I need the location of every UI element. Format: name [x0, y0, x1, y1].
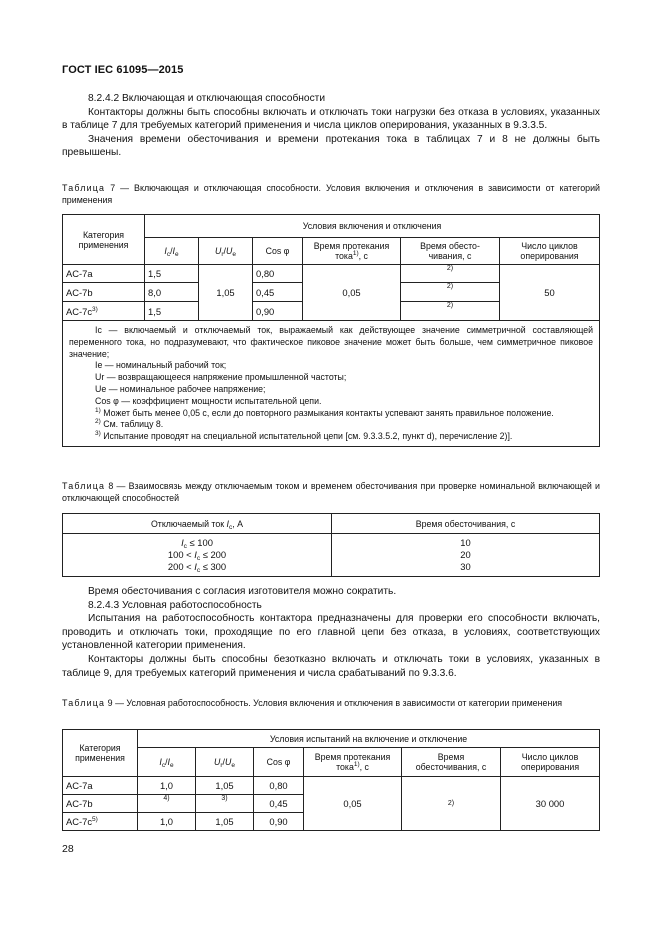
cell-ur-ue: 1,05: [196, 813, 254, 831]
current-value: $200 < I_c \le 300$: [167, 561, 227, 574]
cell-cos: 0,90: [253, 302, 303, 321]
footnote-3: $^{3)}$ Испытание проводят на специальной испытательной цепи [см. 9.3.3.5.2, пункт d), перечисление 2)].: [95, 430, 513, 442]
cell-ic-ie: 8,0: [145, 283, 199, 302]
paragraph: Значения времени обесточивания и времени протекания тока в таблицах 7 и 8 не должны быть превышены.: [62, 133, 600, 159]
col-time-flow: Время протекания тока$^{1)}$, с: [304, 748, 402, 777]
note-ic: Ic — включаемый и отключаемый ток, выражаемый как действующее значение симметричной составляющей переменного тока, но подразумевают, что фактическое пиковое значение может быть больше, чем симметричное пиковое значение;: [69, 325, 594, 359]
col-time-off: Время обесточивания, с: [402, 748, 501, 777]
cell-category: AC-7a: [63, 777, 138, 795]
section-8243: [62, 585, 600, 680]
table-row: [63, 265, 600, 283]
table8-caption: [62, 480, 600, 504]
cell-category: AC-7b: [63, 795, 138, 813]
col-category: Категория применения: [63, 730, 138, 777]
col-ic-ie: $I_c/I_e$: [138, 748, 196, 777]
col-category: Категория применения: [63, 215, 145, 265]
paragraph: Контакторы должны быть способны безотказно включать и отключать токи в условиях, указанных в таблице 9, для требуемых категорий применения и числа срабатываний по 9.3.3.6.: [62, 653, 600, 679]
time-value: 20: [460, 549, 471, 560]
cell-cycles: 30 000: [501, 777, 600, 831]
current-value: $I_c \le 100$: [181, 537, 213, 550]
table-notes-row: [63, 321, 600, 447]
cell-cos: 0,45: [254, 795, 304, 813]
caption-label: Таблица: [62, 698, 106, 708]
cell-ur-ue: 1,05: [196, 777, 254, 795]
footnote-2: $^{2)}$ См. таблицу 8.: [95, 418, 164, 430]
cell-time-flow: 0,05: [303, 265, 401, 321]
col-ur-ue: $U_r/U_e$: [199, 238, 253, 265]
caption-text: 8 — Взаимосвязь между отключаемым током и временем обесточивания при проверке номинальной включающей и отключающей способностей: [62, 481, 600, 503]
col-ic-ie: $I_c/I_e$: [145, 238, 199, 265]
col-time: Время обесточивания, с: [332, 514, 600, 534]
col-cos: Cos φ: [254, 748, 304, 777]
time-value: 10: [460, 537, 471, 548]
current-value: $100 < I_c \le 200$: [167, 549, 227, 562]
note-ue: Ue — номинальное рабочее напряжение;: [95, 383, 266, 394]
table-8: [62, 513, 600, 577]
cell-ic-ie: 1,5: [145, 302, 199, 321]
paragraph: Время обесточивания с согласия изготовителя можно сократить.: [88, 586, 397, 597]
note-ur: Ur — возвращающееся напряжение промышленной частоты;: [95, 372, 347, 383]
paragraph: Испытания на работоспособность контактора предназначены для проверки его способности включать, проводить и отключать токи, проходящие по его главной цепи без отказа, в условиях, соответствующих установленной категории применения.: [62, 613, 600, 652]
caption-text: 9 — Условная работоспособность. Условия включения и отключения в зависимости от категории применения: [107, 698, 563, 708]
cell-cycles: 50: [500, 265, 600, 321]
cell-time-off: 2): [401, 302, 500, 321]
col-time-flow: Время протекания тока$^{1)}$, с: [303, 238, 401, 265]
col-ur-ue: $U_r/U_e$: [196, 748, 254, 777]
section-8242: [62, 92, 600, 160]
section-heading: 8.2.4.3 Условная работоспособность: [88, 599, 262, 611]
cell-cos: 0,45: [253, 283, 303, 302]
cell-category: $AC-7c^{3)}$: [63, 302, 145, 321]
note-cos: Cos φ — коэффициент мощности испытательной цепи.: [95, 395, 322, 406]
cell-time-flow: 0,05: [304, 777, 402, 831]
cell-ur-ue: 3): [196, 795, 254, 813]
col-current: Отключаемый ток $I_c$, А: [63, 514, 332, 534]
page-number: 28: [62, 843, 74, 855]
table-7: [62, 214, 600, 447]
cell-cos: 0,80: [253, 265, 303, 283]
cell-ur-ue: 1,05: [199, 265, 253, 321]
cell-currents: [63, 534, 332, 577]
cell-ic-ie: 1,0: [138, 777, 196, 795]
group-header: Условия испытаний на включение и отключение: [138, 730, 600, 748]
table9-caption: [62, 697, 600, 709]
cell-category: AC-7b: [63, 283, 145, 302]
col-cycles: Число циклов оперирования: [501, 748, 600, 777]
cell-cos: 0,80: [254, 777, 304, 795]
cell-category: $AC-7c^{5)}$: [63, 813, 138, 831]
col-time-off: Время обесто-чивания, с: [401, 238, 500, 265]
group-header: Условия включения и отключения: [145, 215, 600, 238]
table-9: [62, 729, 600, 831]
cell-ic-ie: 1,0: [138, 813, 196, 831]
section-heading: 8.2.4.2 Включающая и отключающая способности: [88, 93, 326, 104]
time-value: 30: [460, 561, 471, 572]
table7-notes: [63, 321, 600, 447]
col-cos: Cos φ: [253, 238, 303, 265]
caption-label: Таблица: [62, 481, 106, 491]
document-header: ГОСТ IEC 61095—2015: [62, 64, 184, 76]
table-row: [63, 777, 600, 795]
cell-time-off: 2): [401, 265, 500, 283]
cell-times: [332, 534, 600, 577]
col-cycles: Число циклов оперирования: [500, 238, 600, 265]
note-ie: Ie — номинальный рабочий ток;: [95, 360, 227, 371]
cell-category: AC-7a: [63, 265, 145, 283]
cell-time-off: 2): [402, 777, 501, 831]
cell-ic-ie: 1,5: [145, 265, 199, 283]
footnote-1: $^{1)}$ Может быть менее 0,05 с, если до повторного размыкания контакты успевают занять правильное положение.: [95, 406, 554, 418]
table7-caption: [62, 182, 600, 206]
paragraph: Контакторы должны быть способны включать и отключать токи нагрузки без отказа в условиях, указанных в таблице 7 для требуемых категорий применения и числа циклов оперирования, указанных в 9.3.3.5.: [62, 106, 600, 132]
cell-ic-ie: 4): [138, 795, 196, 813]
cell-cos: 0,90: [254, 813, 304, 831]
cell-time-off: 2): [401, 283, 500, 302]
caption-label: Таблица: [62, 183, 106, 193]
caption-text: 7 — Включающая и отключающая способности. Условия включения и отключения в зависимости от категорий применения: [62, 183, 601, 205]
